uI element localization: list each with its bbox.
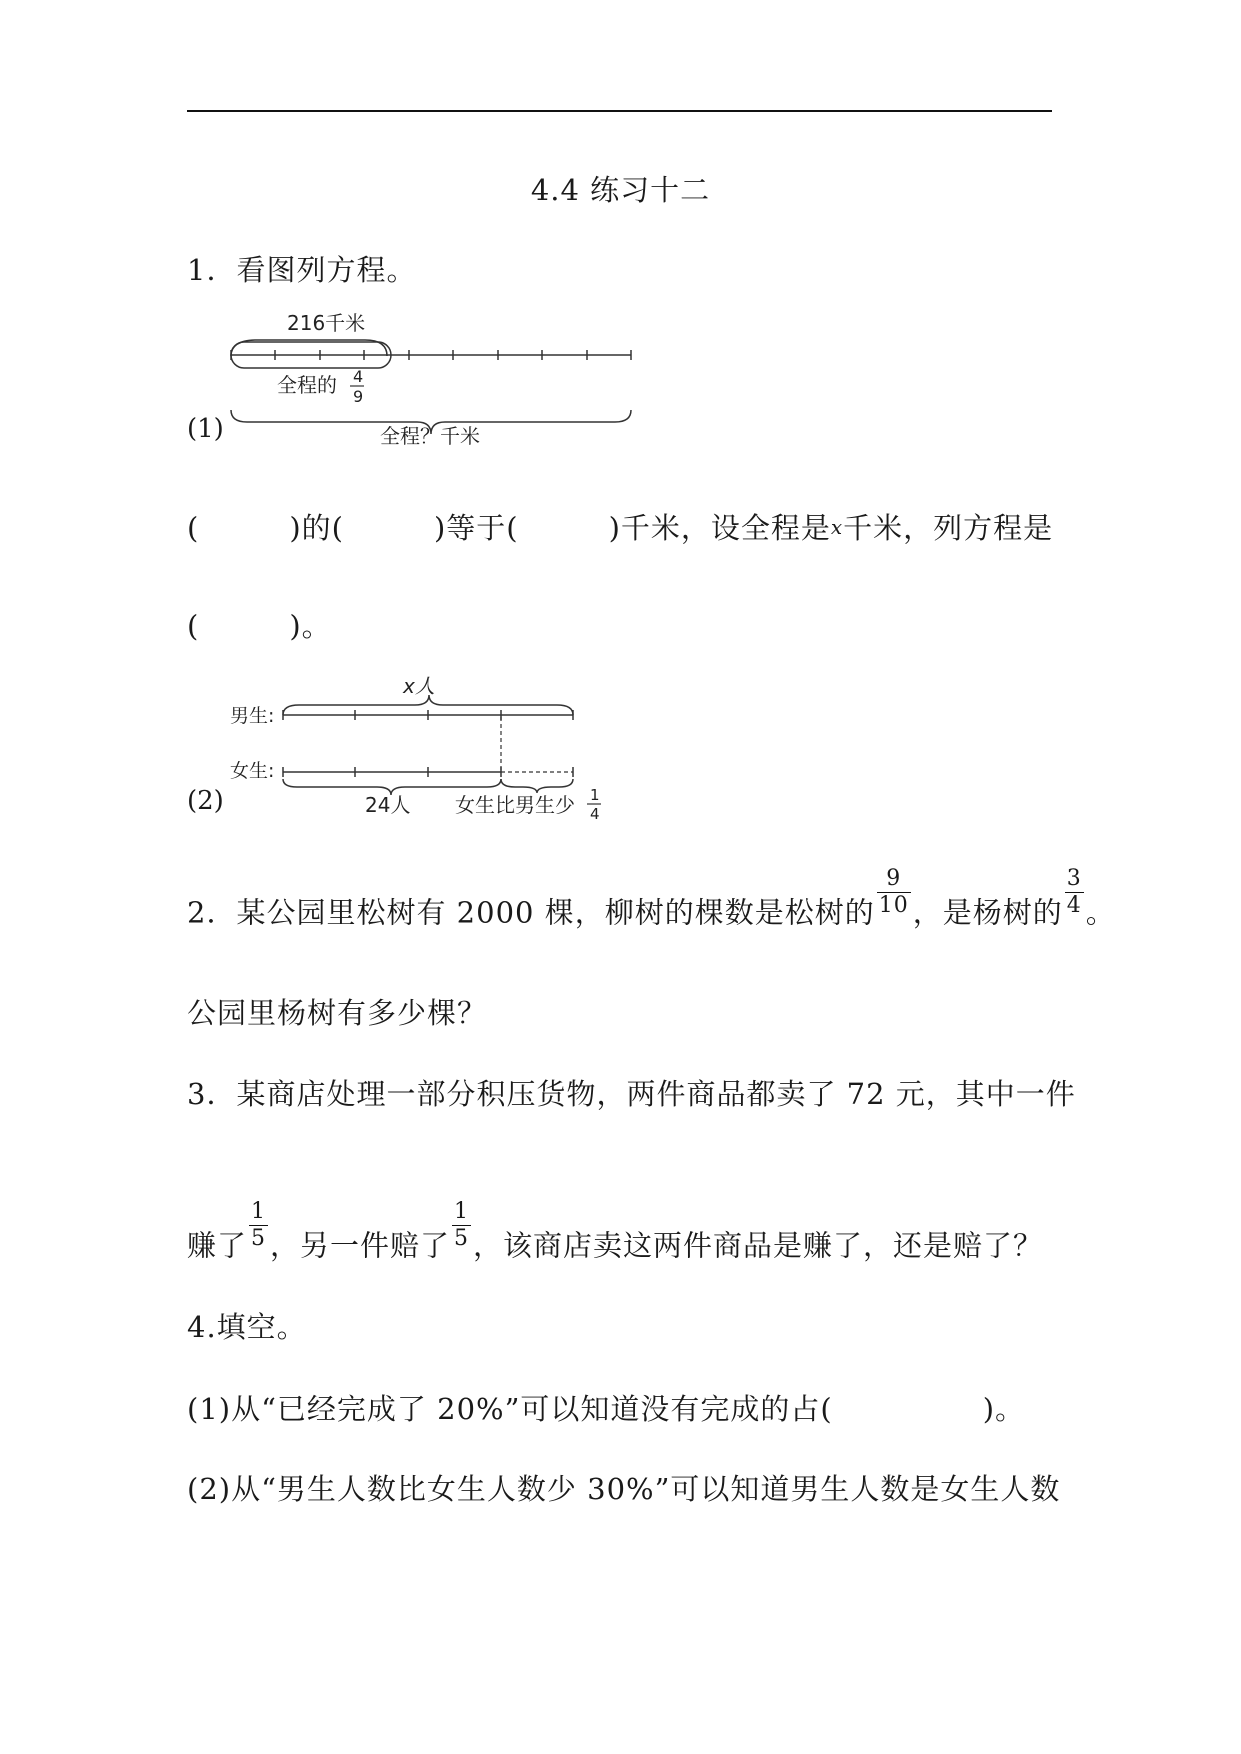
q3-frac-b-num: 1 [454, 1199, 470, 1224]
q4-item-2: (2)从“男生人数比女生人数少 30%”可以知道男生人数是女生人数 [187, 1472, 1061, 1506]
q1-variable-x: x [830, 515, 844, 539]
fig2-less-frac-den: 4 [590, 805, 600, 823]
q2-fraction-a [877, 866, 911, 919]
q2-text-c: 。 [1085, 895, 1116, 930]
q3-fraction-b [452, 1199, 471, 1252]
q1-blank-line-2: ( )。 [187, 609, 332, 643]
fig2-label: (2) [187, 786, 224, 816]
q2-line-2: 公园里杨树有多少棵？ [187, 996, 488, 1030]
q2-frac-a-den: 10 [878, 893, 909, 918]
q3-line-2 [187, 1199, 1044, 1274]
q3-frac-b-den: 5 [454, 1226, 470, 1251]
q3-fraction-a [249, 1199, 268, 1252]
fig2-boys-label: 男生: [230, 705, 275, 727]
q2-text-b: ，是杨树的 [912, 895, 1063, 930]
q2-frac-b-num: 3 [1066, 866, 1082, 891]
line-segment-diagram-2 [225, 665, 625, 823]
fig2-girls-part-label: 24人 [365, 793, 411, 817]
fig1-part-label: 全程的 [277, 373, 337, 397]
fig1-part-frac-den: 9 [353, 387, 364, 406]
q2-frac-a-num: 9 [886, 866, 902, 891]
q3-text-b: ，另一件赔了 [270, 1228, 451, 1263]
q1-figure-2 [225, 665, 625, 823]
q3-frac-a-den: 5 [251, 1226, 267, 1251]
q1-figure-1 [187, 300, 647, 454]
q3-line-1: 3．某商店处理一部分积压货物，两件商品都卖了 72 元，其中一件 [187, 1077, 1076, 1111]
fig1-top-label: 216千米 [287, 311, 366, 335]
fig2-less-label: 女生比男生少 [455, 793, 575, 817]
q2-fraction-b [1065, 866, 1084, 919]
q4-heading: 4.填空。 [187, 1310, 307, 1344]
q3-text-a: 赚了 [187, 1228, 248, 1263]
q1-heading: 1．看图列方程。 [187, 253, 417, 287]
header-rule [187, 110, 1052, 112]
q2-frac-b-den: 4 [1066, 893, 1082, 918]
q2-line-1 [187, 866, 1116, 941]
q3-frac-a-num: 1 [251, 1199, 267, 1224]
fig1-whole-label: 全程？千米 [380, 424, 480, 448]
q1-blank-tail: 千米，列方程是 [843, 511, 1054, 545]
fig2-girls-label: 女生: [230, 760, 275, 782]
q3-text-c: ，该商店卖这两件商品是赚了，还是赔了？ [473, 1228, 1044, 1263]
fig2-top-label: x人 [403, 674, 435, 698]
q2-text-a: 2．某公园里松树有 2000 棵，柳树的棵数是松树的 [187, 895, 875, 930]
line-segment-diagram-1 [187, 300, 647, 450]
q4-item-1: (1)从“已经完成了 20%”可以知道没有完成的占( )。 [187, 1392, 1026, 1426]
fig1-part-frac-num: 4 [353, 367, 364, 386]
q1-blank-line-1 [187, 507, 1053, 548]
fig1-label: (1) [187, 414, 224, 444]
q1-blank-text: ( )的( )等于( )千米，设全程是 [187, 511, 831, 545]
page-title: 4.4 练习十二 [530, 173, 711, 207]
fig2-less-frac-num: 1 [590, 786, 600, 804]
